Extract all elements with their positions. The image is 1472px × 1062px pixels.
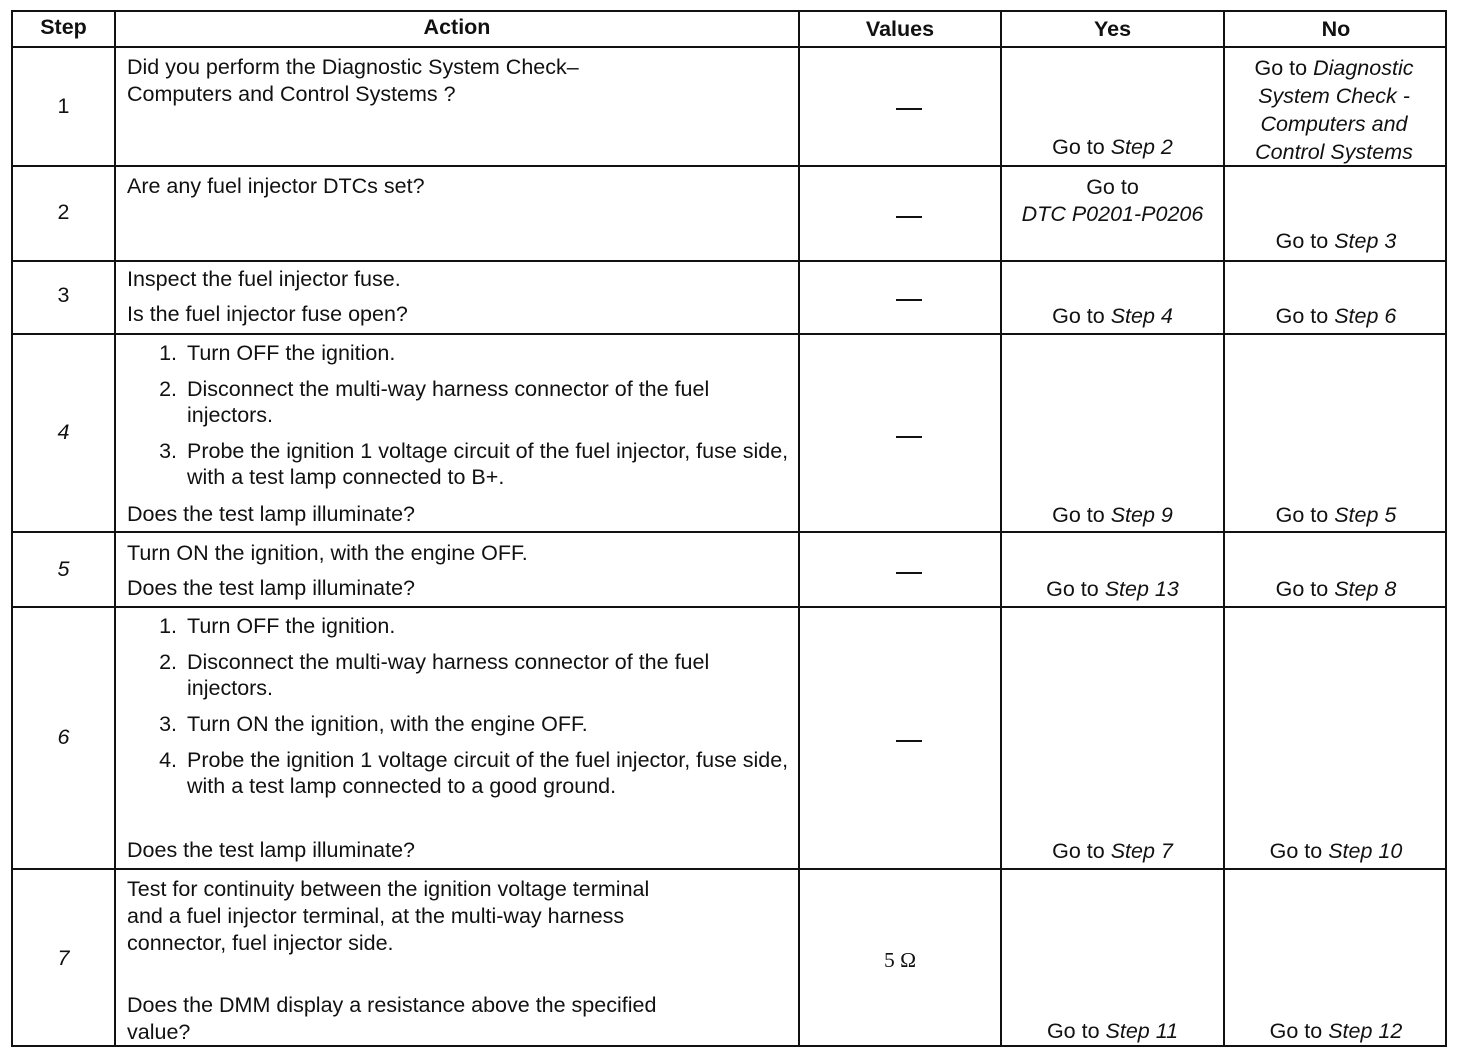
action-text: Test for continuity between the ignition voltage terminal and a fuel injector terminal, at the multi-way harness connector, fuel injector side. — [127, 877, 650, 955]
yes-target-link[interactable]: Step 9 — [1110, 503, 1173, 527]
row-divider — [13, 260, 1445, 262]
yes-target-link[interactable]: DTC P0201-P0206 — [1021, 202, 1204, 226]
no-target-link[interactable]: Step 6 — [1334, 304, 1397, 328]
yes-target-link[interactable]: Step 13 — [1104, 577, 1179, 601]
action-list — [127, 613, 797, 799]
step-number: 4 — [57, 420, 70, 444]
row-divider — [13, 606, 1445, 608]
header-no: No — [1321, 17, 1351, 41]
list-item: 2. Disconnect the multi-way harness connector of the fuel injectors. — [183, 376, 797, 428]
action-text: Did you perform the Diagnostic System Check– Computers and Control Systems ? — [127, 55, 579, 106]
yes-cell: Go to DTC P0201-P0206 — [1002, 174, 1223, 228]
yes-cell: Go to Step 13 — [1046, 577, 1179, 601]
no-target-link[interactable]: Step 8 — [1334, 577, 1397, 601]
no-cell: Go to Step 12 — [1269, 1019, 1403, 1043]
row-divider — [13, 868, 1445, 870]
yes-cell: Go to Step 9 — [1052, 503, 1173, 527]
yes-cell: Go to Step 11 — [1046, 1019, 1179, 1043]
no-cell: Go to Step 8 — [1275, 577, 1397, 601]
list-item: 1. Turn OFF the ignition. — [183, 613, 797, 639]
no-target-link[interactable]: Step 10 — [1328, 839, 1403, 863]
yes-cell: Go to Step 7 — [1052, 839, 1173, 863]
list-item: 2. Disconnect the multi-way harness connector of the fuel injectors. — [183, 649, 797, 701]
row-divider — [13, 531, 1445, 533]
value-dash — [896, 740, 922, 742]
value-dash — [896, 572, 922, 574]
no-cell: Go to Step 5 — [1275, 503, 1397, 527]
yes-target-link[interactable]: Step 4 — [1110, 304, 1173, 328]
row-divider — [13, 46, 1445, 48]
value-dash — [896, 216, 922, 218]
row-divider — [13, 165, 1445, 167]
no-target-link[interactable]: Diagnostic System Check - Computers and Control Systems — [1255, 56, 1414, 164]
action-question: Does the test lamp illuminate? — [127, 502, 416, 526]
list-item: 3. Turn ON the ignition, with the engine OFF. — [183, 711, 797, 737]
header-yes: Yes — [1093, 17, 1132, 41]
step-number: 6 — [57, 725, 70, 749]
list-item: 1. Turn OFF the ignition. — [183, 340, 797, 366]
step-number: 7 — [57, 946, 70, 970]
yes-cell: Go to Step 4 — [1052, 304, 1173, 328]
action-question: Is the fuel injector fuse open? — [127, 302, 408, 326]
header-values: Values — [865, 17, 935, 41]
step-number: 3 — [57, 283, 70, 307]
no-target-link[interactable]: Step 5 — [1334, 503, 1397, 527]
list-item: 4. Probe the ignition 1 voltage circuit of the fuel injector, fuse side, with a test lamp connected to a good ground. — [183, 747, 797, 799]
yes-cell: Go to Step 2 — [1052, 135, 1173, 159]
no-target-link[interactable]: Step 12 — [1328, 1019, 1403, 1043]
no-cell: Go to Step 6 — [1275, 304, 1397, 328]
no-cell: Go to Step 3 — [1275, 229, 1397, 253]
yes-target-link[interactable]: Step 2 — [1110, 135, 1173, 159]
no-cell: Go to Diagnostic System Check - Computers and Control Systems — [1254, 56, 1414, 164]
yes-target-link[interactable]: Step 11 — [1105, 1019, 1179, 1043]
step-number: 2 — [57, 200, 70, 224]
action-question: Does the test lamp illuminate? — [127, 576, 416, 600]
yes-target-link[interactable]: Step 7 — [1110, 839, 1173, 863]
action-question: Does the test lamp illuminate? — [127, 838, 416, 862]
no-cell: Go to Step 10 — [1269, 839, 1403, 863]
step-number: 5 — [57, 557, 70, 581]
action-line: Inspect the fuel injector fuse. — [127, 267, 401, 291]
value-dash — [896, 108, 922, 110]
step-number: 1 — [57, 94, 70, 118]
header-action: Action — [423, 15, 491, 39]
diagnostic-table — [11, 10, 1447, 1047]
header-step: Step — [40, 15, 87, 39]
row-divider — [13, 333, 1445, 335]
value-dash — [896, 299, 922, 301]
value-text: 5 Ω — [883, 948, 917, 972]
action-line: Turn ON the ignition, with the engine OFF. — [127, 541, 528, 565]
no-target-link[interactable]: Step 3 — [1334, 229, 1397, 253]
action-question: Does the DMM display a resistance above the specified value? — [127, 993, 657, 1044]
value-dash — [896, 436, 922, 438]
list-item: 3. Probe the ignition 1 voltage circuit of the fuel injector, fuse side, with a test lamp connected to B+. — [183, 438, 797, 490]
action-list — [127, 340, 797, 490]
action-text: Are any fuel injector DTCs set? — [127, 174, 425, 198]
